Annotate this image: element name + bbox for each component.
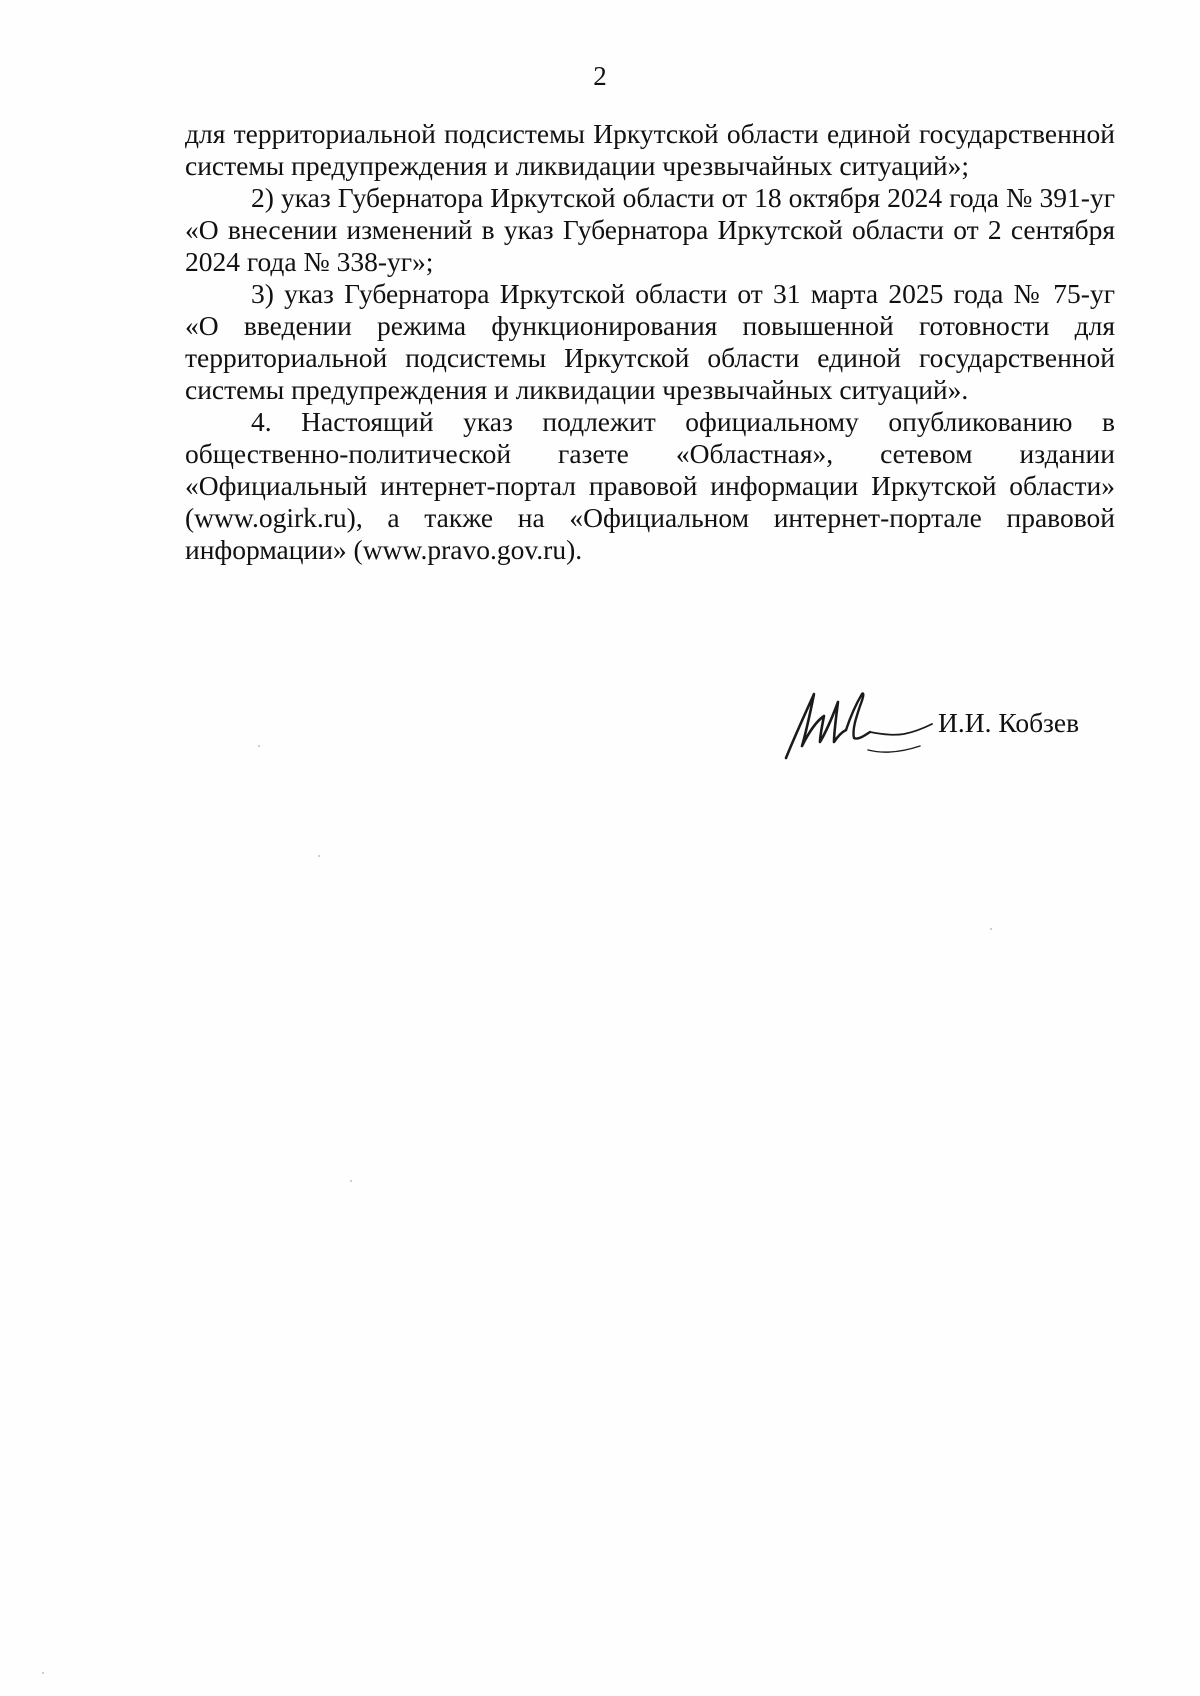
scan-speck [258, 745, 260, 747]
document-body [185, 118, 1115, 566]
paragraph-item-2: 2) указ Губернатора Иркутской области от 18 октября 2024 года № 391-уг «О внесении изменений в указ Губернатора Иркутской области от 2 сентября 2024 года № 338-уг»; [185, 182, 1115, 277]
paragraph-continuation: для территориальной подсистемы Иркутской области единой государственной системы предупреждения и ликвидации чрезвычайных ситуаций»; [185, 118, 1115, 181]
scan-speck [350, 1180, 352, 1182]
handwritten-signature [780, 680, 940, 770]
page-number: 2 [593, 61, 607, 91]
signatory-name: И.И. Кобзев [938, 707, 1080, 738]
paragraph-item-4-publication: 4. Настоящий указ подлежит официальному опубликованию в общественно-политической газете «Областная», сетевом издании «Официальный интернет-портал правовой информации Иркутской области» (www.ogirk.ru), а также на «Официальном интернет-портале правовой информации» (www.pravo.gov.ru). [185, 406, 1115, 565]
scan-speck [990, 928, 992, 930]
scan-speck [318, 855, 320, 857]
paragraph-item-3: 3) указ Губернатора Иркутской области от 31 марта 2025 года № 75-уг «О введении режима функционирования повышенной готовности для территориальной подсистемы Иркутской области единой государственной системы предупреждения и ликвидации чрезвычайных ситуаций». [185, 278, 1115, 405]
signature-block [780, 680, 1120, 780]
scan-speck [42, 1672, 44, 1674]
